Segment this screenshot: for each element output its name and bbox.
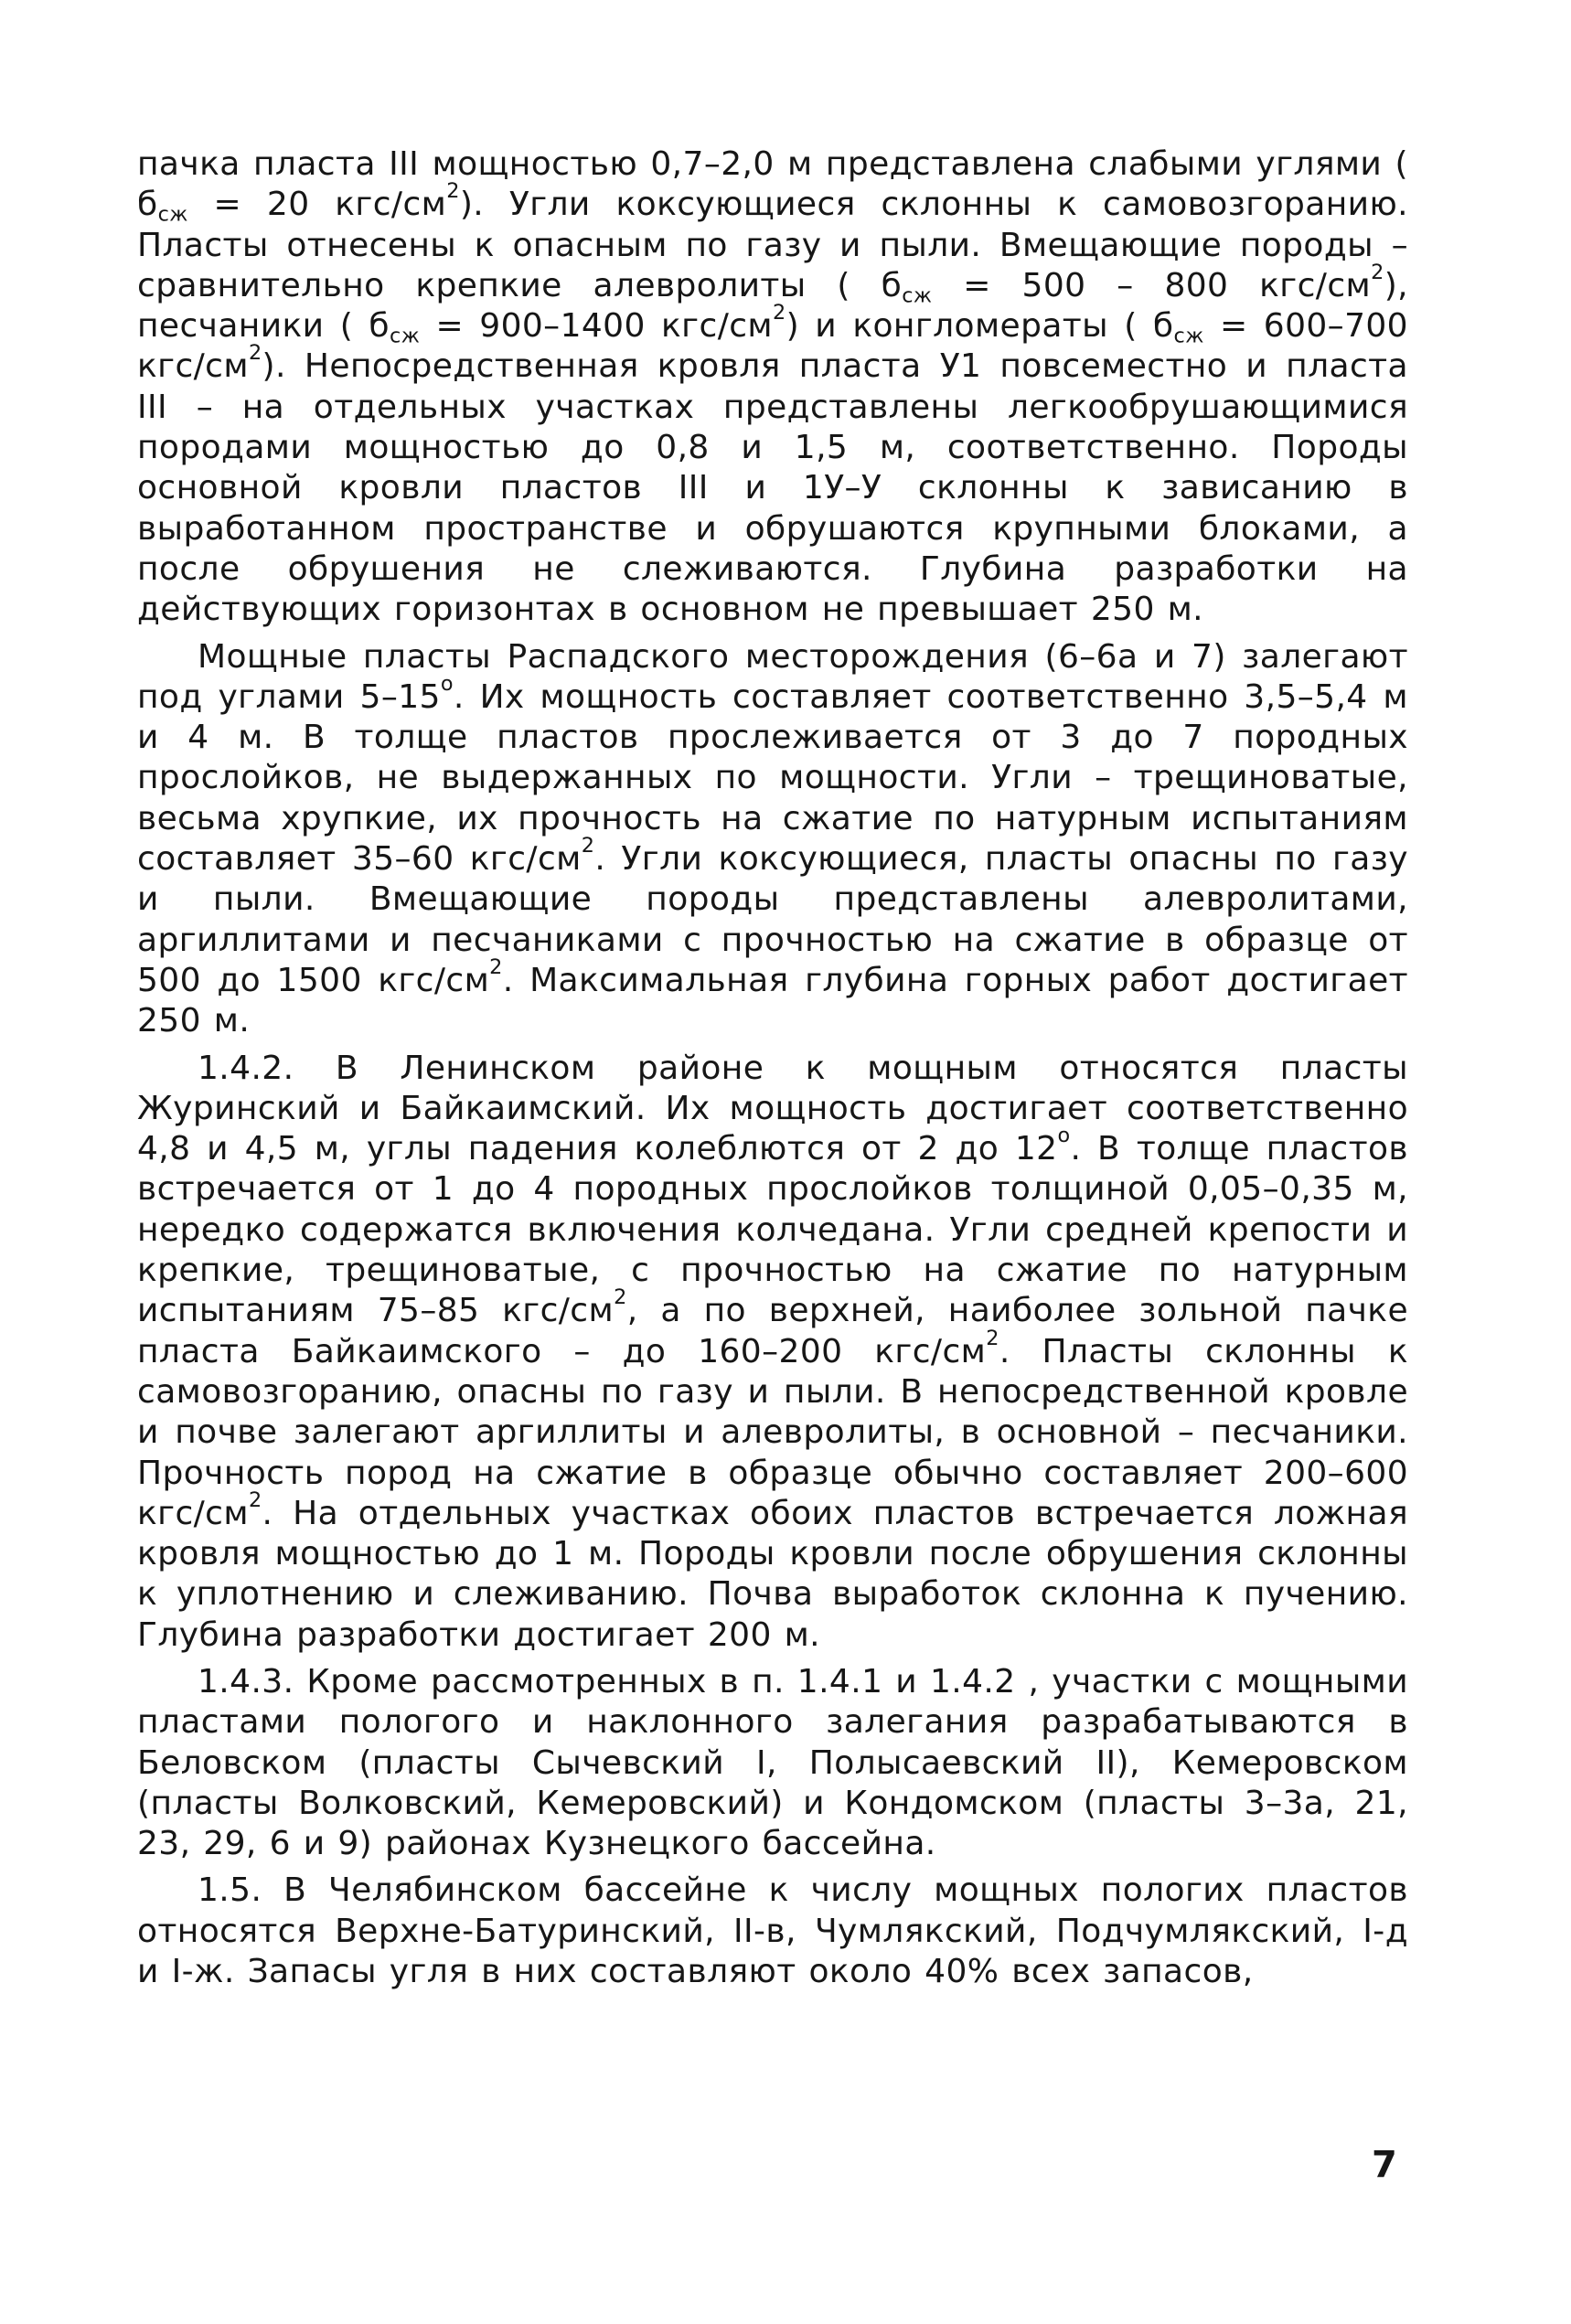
subscript: сж: [902, 283, 933, 308]
text-run: ). Угли коксующиеся склонны к самовозгоранию. Пласты отнесены к опасным по газу и пыли. Вмещающие породы – сравнительно крепкие алевролиты ( б: [137, 186, 1408, 304]
subscript: сж: [1173, 324, 1204, 348]
text-run: = 500 – 800 кгс/см: [932, 266, 1372, 304]
superscript: 2: [581, 834, 595, 858]
text-run: ) и конгломераты ( б: [786, 307, 1174, 346]
superscript: 2: [489, 954, 503, 979]
text-run: = 900–1400 кгс/см: [420, 307, 773, 346]
superscript: 2: [1371, 260, 1384, 284]
superscript: 2: [446, 179, 460, 204]
text-run: 1.4.2. В Ленинском районе к мощным относятся пласты Журинский и Байкаимский. Их мощность достигает соответственно 4,8 и 4,5 м, углы падения колеблются от 2 до 12: [137, 1049, 1408, 1168]
subscript: сж: [157, 202, 188, 227]
page-number: 7: [1372, 2144, 1397, 2186]
subscript: сж: [390, 324, 421, 348]
superscript: о: [1057, 1124, 1071, 1148]
superscript: 2: [986, 1326, 999, 1350]
text-run: = 600–700 кгс/см: [137, 307, 1408, 386]
paragraph: [137, 1049, 1408, 1656]
superscript: 2: [248, 1487, 262, 1512]
text-run: , а по верхней, наиболее зольной пачке пласта Байкаимского – до 160–200 кгс/см: [137, 1292, 1408, 1370]
text-run: ), песчаники ( б: [137, 266, 1408, 346]
text-run: . На отдельных участках обоих пластов встречается ложная кровля мощностью до 1 м. Породы кровли после обрушения склонны к уплотнению и слеживанию. Почва выработок склонна к пучению. Глубина разработки достигает 200 м.: [137, 1494, 1408, 1654]
text-run: 1.5. В Челябинском бассейне к числу мощных пологих пластов относятся Верхне-Батуринский, II-в, Чумлякский, Подчумлякский, I-д и I-ж. Запасы угля в них составляют около 40% всех запасов,: [137, 1871, 1408, 1991]
text-run: . Угли коксующиеся, пласты опасны по газу и пыли. Вмещающие породы представлены алевролитами, аргиллитами и песчаниками с прочностью на сжатие в образце от 500 до 1500 кгс/см: [137, 840, 1408, 999]
body-text: [137, 144, 1408, 1999]
superscript: 2: [772, 301, 786, 325]
superscript: 2: [248, 341, 262, 366]
text-run: ). Непосредственная кровля пласта У1 повсеместно и пласта III – на отдельных участках представлены легкообрушающимися породами мощностью до 0,8 и 1,5 м, соответственно. Породы основной кровли пластов III и 1У–У склонны к зависанию в выработанном пространстве и обрушаются крупными блоками, а после обрушения не слеживаются. Глубина разработки на действующих горизонтах в основном не превышает 250 м.: [137, 347, 1408, 629]
paragraph: [137, 1662, 1408, 1864]
paragraph: [137, 1871, 1408, 1992]
superscript: 2: [614, 1285, 627, 1310]
text-run: Мощные пласты Распадского месторождения (6–6а и 7) залегают под углами 5–15: [137, 637, 1408, 716]
paragraph: [137, 637, 1408, 1042]
text-run: . В толще пластов встречается от 1 до 4 породных прослойков толщиной 0,05–0,35 м, нередко содержатся включения колчедана. Угли средней крепости и крепкие, трещиноватые, с прочностью на сжатие по натурным испытаниям 75–85 кгс/см: [137, 1130, 1408, 1330]
text-run: . Их мощность составляет соответственно 3,5–5,4 м и 4 м. В толще пластов прослеживается от 3 до 7 породных прослойков, не выдержанных по мощности. Угли – трещиноватые, весьма хрупкие, их прочность на сжатие по натурным испытаниям составляет 35–60 кгс/см: [137, 677, 1408, 879]
text-run: пачка пласта III мощностью 0,7–2,0 м представлена слабыми углями ( б: [137, 145, 1408, 224]
text-run: = 20 кгс/см: [187, 186, 447, 224]
text-run: . Пласты склонны к самовозгоранию, опасны по газу и пыли. В непосредственной кровле и почве залегают аргиллиты и алевролиты, в основной – песчаники. Прочность пород на сжатие в образце обычно составляет 200–600 кгс/см: [137, 1332, 1408, 1532]
text-run: . Максимальная глубина горных работ достигает 250 м.: [137, 961, 1408, 1040]
text-run: 1.4.3. Кроме рассмотренных в п. 1.4.1 и 1.4.2 , участки с мощными пластами пологого и наклонного залегания разрабатываются в Беловском (пласты Сычевский I, Полысаевский II), Кемеровском (пласты Волковский, Кемеровский) и Кондомском (пласты 3–3а, 21, 23, 29, 6 и 9) районах Кузнецкого бассейна.: [137, 1662, 1408, 1863]
superscript: о: [440, 671, 454, 696]
paragraph: [137, 144, 1408, 631]
